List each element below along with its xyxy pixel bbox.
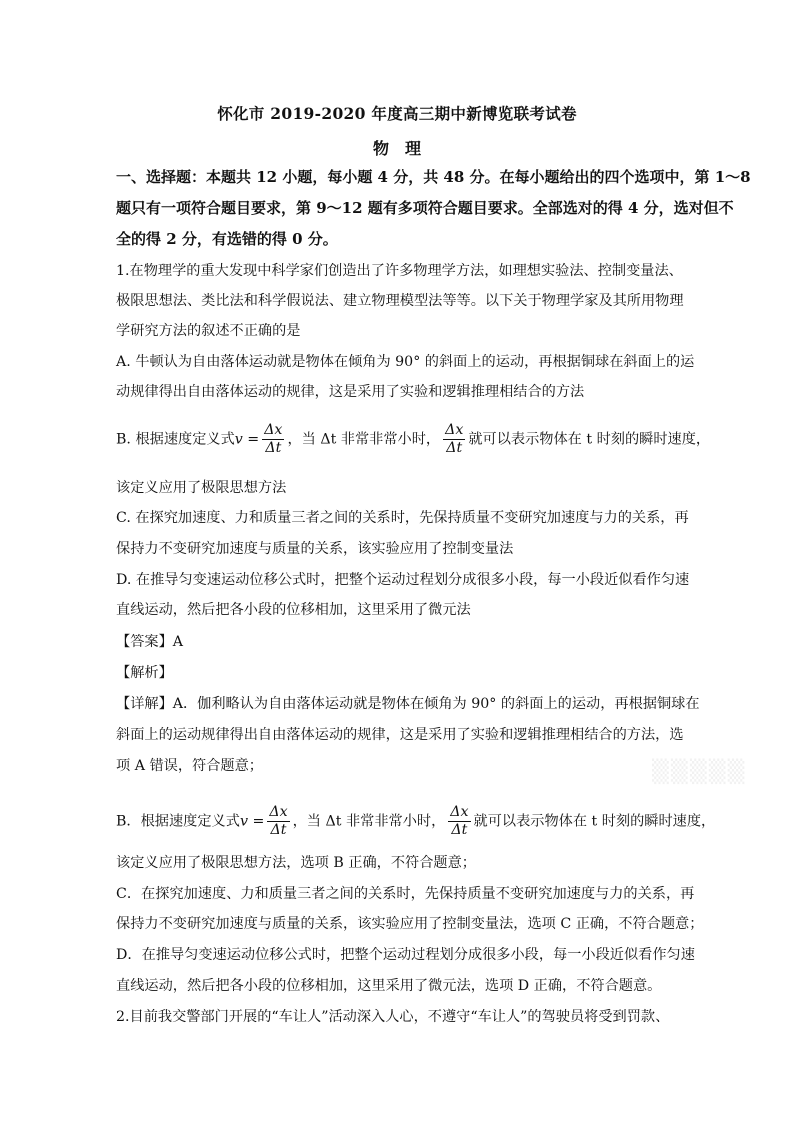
detail-c-line: C．在探究加速度、力和质量三者之间的关系时，先保持质量不变研究加速度与力的关系，再 xyxy=(116,886,695,902)
fraction-numerator: Δx xyxy=(450,804,469,820)
option-b-line xyxy=(116,422,711,457)
question-stem-line: 极限思想法、类比法和科学假说法、建立物理模型法等等。以下关于物理学家及其所用物理 xyxy=(116,293,684,309)
fraction-denominator: Δt xyxy=(270,822,287,838)
option-a-line: A. 牛顿认为自由落体运动就是物体在倾角为 90° 的斜面上的运动，再根据铜球在斜面上的运 xyxy=(116,354,695,370)
option-b-prefix: B. 根据速度定义式 xyxy=(116,431,235,448)
detail-a-line: 【详解】A．伽利略认为自由落体运动就是物体在倾角为 90° 的斜面上的运动，再根据铜球在 xyxy=(116,696,700,712)
watermark-mark: ▒▒▒▒▒ xyxy=(652,760,747,785)
velocity-equation: v = xyxy=(234,431,260,448)
velocity-fraction xyxy=(443,422,465,457)
detail-b-prefix: B．根据速度定义式 xyxy=(116,813,240,830)
option-c-line: 保持力不变研究加速度与质量的关系，该实验应用了控制变量法 xyxy=(116,541,514,557)
velocity-fraction xyxy=(267,804,289,839)
analysis-label: 【解析】 xyxy=(116,665,173,681)
fraction-denominator: Δt xyxy=(446,440,463,456)
detail-a-line: 项 A 错误，符合题意； xyxy=(116,758,263,774)
exam-title: 怀化市 2019-2020 年度高三期中新博览联考试卷 xyxy=(217,104,577,123)
option-b-suffix: 就可以表示物体在 t 时刻的瞬时速度， xyxy=(468,431,711,448)
fraction-denominator: Δt xyxy=(265,440,282,456)
fraction-numerator: Δx xyxy=(445,422,464,438)
fraction-numerator: Δx xyxy=(269,804,288,820)
velocity-fraction xyxy=(448,804,470,839)
velocity-fraction xyxy=(262,422,284,457)
option-a-line: 动规律得出自由落体运动的规律，这是采用了实验和逻辑推理相结合的方法 xyxy=(116,384,585,400)
option-b-middle: ，当 Δt 非常非常小时， xyxy=(287,431,441,448)
detail-b-suffix: 就可以表示物体在 t 时刻的瞬时速度， xyxy=(473,813,716,830)
question-2-stem: 2.目前我交警部门开展的“车让人”活动深入人心，不遵守“车让人”的驾驶员将受到罚款、 xyxy=(116,1009,670,1025)
detail-a-line: 斜面上的运动规律得出自由落体运动的规律，这是采用了实验和逻辑推理相结合的方法，选 xyxy=(116,727,684,743)
fraction-denominator: Δt xyxy=(451,822,468,838)
option-d-line: 直线运动，然后把各小段的位移相加，这里采用了微元法 xyxy=(116,602,471,618)
option-c-line: C. 在探究加速度、力和质量三者之间的关系时，先保持质量不变研究加速度与力的关系，再 xyxy=(116,510,689,526)
answer-label: 【答案】A xyxy=(116,634,183,650)
question-stem-line: 学研究方法的叙述不正确的是 xyxy=(116,323,301,339)
option-d-line: D. 在推导匀变速运动位移公式时，把整个运动过程划分成很多小段，每一小段近似看作匀速 xyxy=(116,572,690,588)
section-instruction-line: 题只有一项符合题目要求，第 9～12 题有多项符合题目要求。全部选对的得 4 分，选对但不 xyxy=(116,199,734,217)
velocity-equation: v = xyxy=(239,813,265,830)
detail-b-line: 该定义应用了极限思想方法，选项 B 正确，不符合题意； xyxy=(116,855,476,871)
section-instruction-line: 全的得 2 分，有选错的得 0 分。 xyxy=(116,230,338,248)
detail-d-line: D．在推导匀变速运动位移公式时，把整个运动过程划分成很多小段，每一小段近似看作匀速 xyxy=(116,947,695,963)
detail-d-line: 直线运动，然后把各小段的位移相加，这里采用了微元法，选项 D 正确，不符合题意。 xyxy=(116,978,662,994)
detail-c-line: 保持力不变研究加速度与质量的关系，该实验应用了控制变量法，选项 C 正确，不符合题意； xyxy=(116,916,704,932)
fraction-numerator: Δx xyxy=(264,422,283,438)
question-stem-line: 1.在物理学的重大发现中科学家们创造出了许多物理学方法，如理想实验法、控制变量法、 xyxy=(116,263,683,279)
detail-b-line xyxy=(116,804,716,839)
section-instruction-line: 一、选择题：本题共 12 小题，每小题 4 分，共 48 分。在每小题给出的四个选项中，第 1～8 xyxy=(116,168,751,186)
detail-b-middle: ，当 Δt 非常非常小时， xyxy=(292,813,446,830)
subject-heading: 物 理 xyxy=(372,139,421,158)
option-b-line: 该定义应用了极限思想方法 xyxy=(116,480,287,496)
